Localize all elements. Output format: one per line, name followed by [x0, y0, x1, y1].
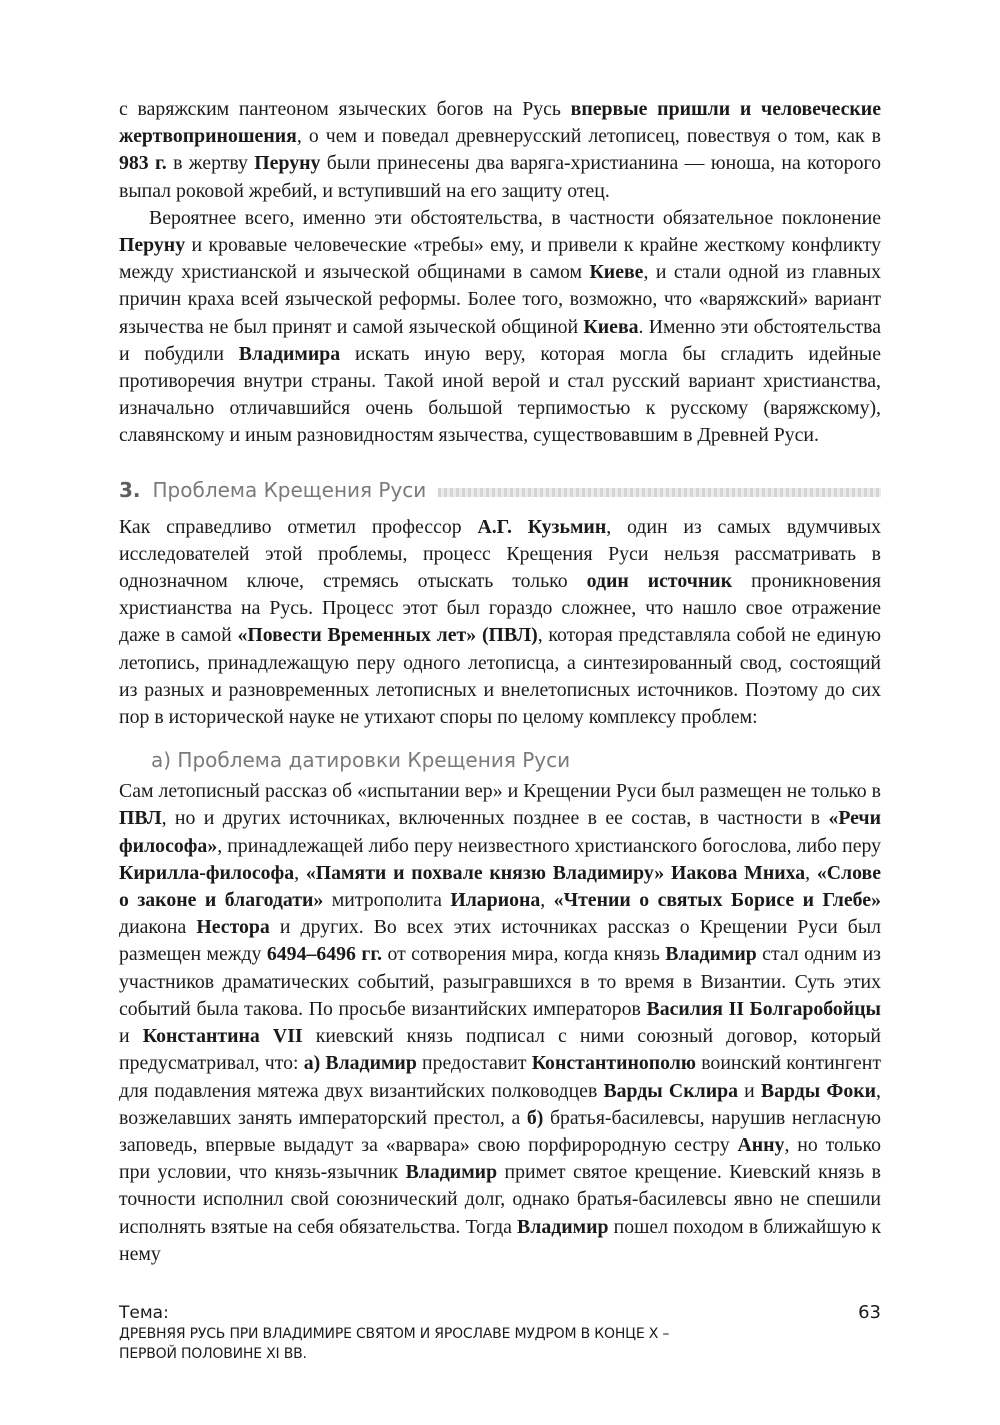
bold-term: Василия II Болгаробойцы: [646, 997, 881, 1020]
text-run: , но и других источниках, включенных позднее в ее состав, в частности в: [161, 807, 829, 830]
bold-term: «Памяти и похвале князю Владимиру»: [305, 861, 665, 884]
footer-topic-line-1: ДРЕВНЯЯ РУСЬ ПРИ ВЛАДИМИРЕ СВЯТОМ И ЯРОСЛАВЕ МУДРОМ В КОНЦЕ X –: [119, 1326, 670, 1342]
text-run: Как справедливо отметил профессор: [119, 515, 478, 538]
text-run: воинский контингент для подавления мятежа двух византийских полководцев: [119, 1052, 882, 1102]
text-run: , один из самых вдумчивых исследователей этой проблемы, процесс Крещения Руси нельзя рассматривать в однозначном ключе, стремясь отыскать только: [119, 515, 881, 593]
bold-term: «Слове о законе и благодати»: [119, 861, 882, 912]
text-run: пошел походом в ближайшую к нему: [119, 1215, 881, 1265]
text-run: , и стали одной из главных причин краха всей языческой реформы. Более того, возможно, что «варяжский» вариант язычества не был принят и самой языческой общиной: [119, 261, 881, 338]
bold-term: 983 г.: [119, 152, 167, 175]
bold-term: Владимир: [405, 1161, 498, 1184]
bold-term: Киева: [583, 315, 639, 338]
text-run: искать иную веру, которая могла бы сгладить идейные противоречия внутри страны. Такой иной верой и стал русский вариант христианства, изначально отличавшийся очень большой терпимостью к русскому (варяжскому), славянскому и иным разновидностям язычества, существовавшим в Древней Руси.: [119, 342, 881, 447]
text-run: Сам летописный рассказ об «испытании вер» и Крещении Руси был размещен не только в: [119, 780, 881, 803]
text-run: предоставит: [416, 1052, 532, 1075]
text-run: с варяжским пантеоном языческих богов на Русь: [119, 98, 571, 120]
text-run: , о чем и поведал древнерусский летописец, повествуя о том, как в: [296, 125, 881, 148]
bold-term: Перуну: [254, 152, 321, 175]
text-run: киевский князь подписал с ними союзный договор, который предусматривал, что:: [119, 1025, 881, 1075]
text-run: и: [119, 1025, 143, 1048]
bold-term: Киеве: [589, 261, 644, 284]
section-rule: [438, 488, 881, 497]
bold-term: 6494–6496 гг.: [266, 943, 383, 966]
text-run: и: [737, 1079, 761, 1102]
bold-term: Владимир: [665, 943, 757, 966]
text-run: . Именно эти обстоятельства и побудили: [119, 315, 882, 365]
text-run: ,: [294, 861, 306, 884]
text-run: от сотворения мира, когда князь: [382, 943, 666, 966]
bold-term: Варды Склира: [603, 1079, 738, 1102]
footer-topic-line-2: ПЕРВОЙ ПОЛОВИНЕ XI ВВ.: [119, 1346, 307, 1362]
bold-term: Константина VII: [142, 1025, 303, 1048]
text-run: ,: [540, 889, 554, 912]
bold-term: Нестора: [196, 916, 270, 939]
bold-term: «Чтении о святых Борисе и Глебе»: [553, 889, 881, 912]
text-run: ,: [805, 861, 817, 884]
subsection-heading: а) Проблема датировки Крещения Руси: [151, 748, 571, 773]
text-run: диакона: [119, 916, 197, 939]
text-run: [664, 862, 671, 884]
text-run: и кровавые человеческие «требы» ему, и привели к крайне жесткому конфликту между христианской и языческой общинами в самом: [119, 234, 881, 284]
bold-term: ПВЛ: [119, 807, 162, 830]
text-run: в жертву: [166, 152, 255, 175]
page-number: 63: [858, 1302, 881, 1323]
text-run: , которая представляла собой не единую летопись, принадлежащую перу одного летописца, а синтезированный свод, состоящий из разных и разновременных летописных и внелетописных источников. Поэтому до сих пор в исторической науке не утихают споры по целому комплексу проблем:: [119, 624, 881, 729]
bold-term: Перуну: [119, 234, 186, 257]
bold-term: впервые пришли и человеческие жертвоприношения: [119, 98, 881, 148]
bold-term: один источник: [586, 570, 733, 593]
bold-term: А.Г. Кузьмин: [477, 515, 607, 538]
section-title: Проблема Крещения Руси: [152, 477, 427, 502]
text-run: , возжелавших занять императорский престол, а: [119, 1079, 881, 1129]
section-heading: [119, 476, 881, 504]
text-run: примет святое крещение. Киевский князь в точности исполнил свой союзнический долг, однако братья-басилевсы явно не спешили исполнять взятые на себя обязательства. Тогда: [119, 1161, 882, 1238]
paragraph-4: [119, 778, 881, 1268]
text-run: митрополита: [323, 889, 451, 912]
footer-label: Тема:: [119, 1303, 169, 1323]
bold-term: Владимира: [238, 342, 341, 365]
text-run: , но только при условии, что князь-язычник: [119, 1133, 881, 1184]
bold-term: а) Владимир: [303, 1052, 417, 1075]
text-run: и других. Во всех этих источниках рассказ о Крещении Руси был размещен между: [119, 916, 881, 966]
text-run: проникновения христианства на Русь. Процесс этот был гораздо сложнее, что нашло свое отражение даже в самой: [119, 570, 881, 647]
bold-term: Константинополю: [531, 1052, 697, 1075]
bold-term: Кирилла-философа: [119, 861, 295, 884]
bold-term: Иакова Мниха: [670, 861, 806, 884]
bold-term: «Речи философа»: [119, 807, 881, 857]
bold-term: Владимир: [517, 1215, 609, 1238]
text-run: стал одним из участников драматических событий, разыгравшихся в то время в Византии. Суть этих событий была такова. По просьбе византийских императоров: [119, 943, 882, 1020]
bold-term: Илариона: [450, 889, 541, 912]
bold-term: б): [526, 1106, 544, 1129]
bold-term: «Повести Временных лет» (ПВЛ): [237, 624, 538, 647]
text-run: Вероятнее всего, именно эти обстоятельства, в частности обязательное поклонение: [149, 206, 881, 229]
paragraph-2: [119, 205, 881, 450]
page-body: [119, 96, 881, 1268]
text-run: , принадлежащей либо перу неизвестного христианского богослова, либо перу: [217, 834, 881, 857]
page-footer: [119, 1302, 881, 1364]
text-run: были принесены два варяга-христианина — юноша, на которого выпал роковой жребий, и вступивший на его защиту отец.: [119, 152, 881, 202]
text-run: братья-басилевсы, нарушив негласную заповедь, впервые выдадут за «варвара» свою порфирородную сестру: [119, 1106, 882, 1156]
paragraph-3: [119, 514, 881, 732]
paragraph-1: [119, 96, 881, 205]
bold-term: Анну: [737, 1133, 785, 1156]
bold-term: Варды Фоки: [760, 1079, 877, 1102]
section-number: 3.: [119, 477, 141, 502]
